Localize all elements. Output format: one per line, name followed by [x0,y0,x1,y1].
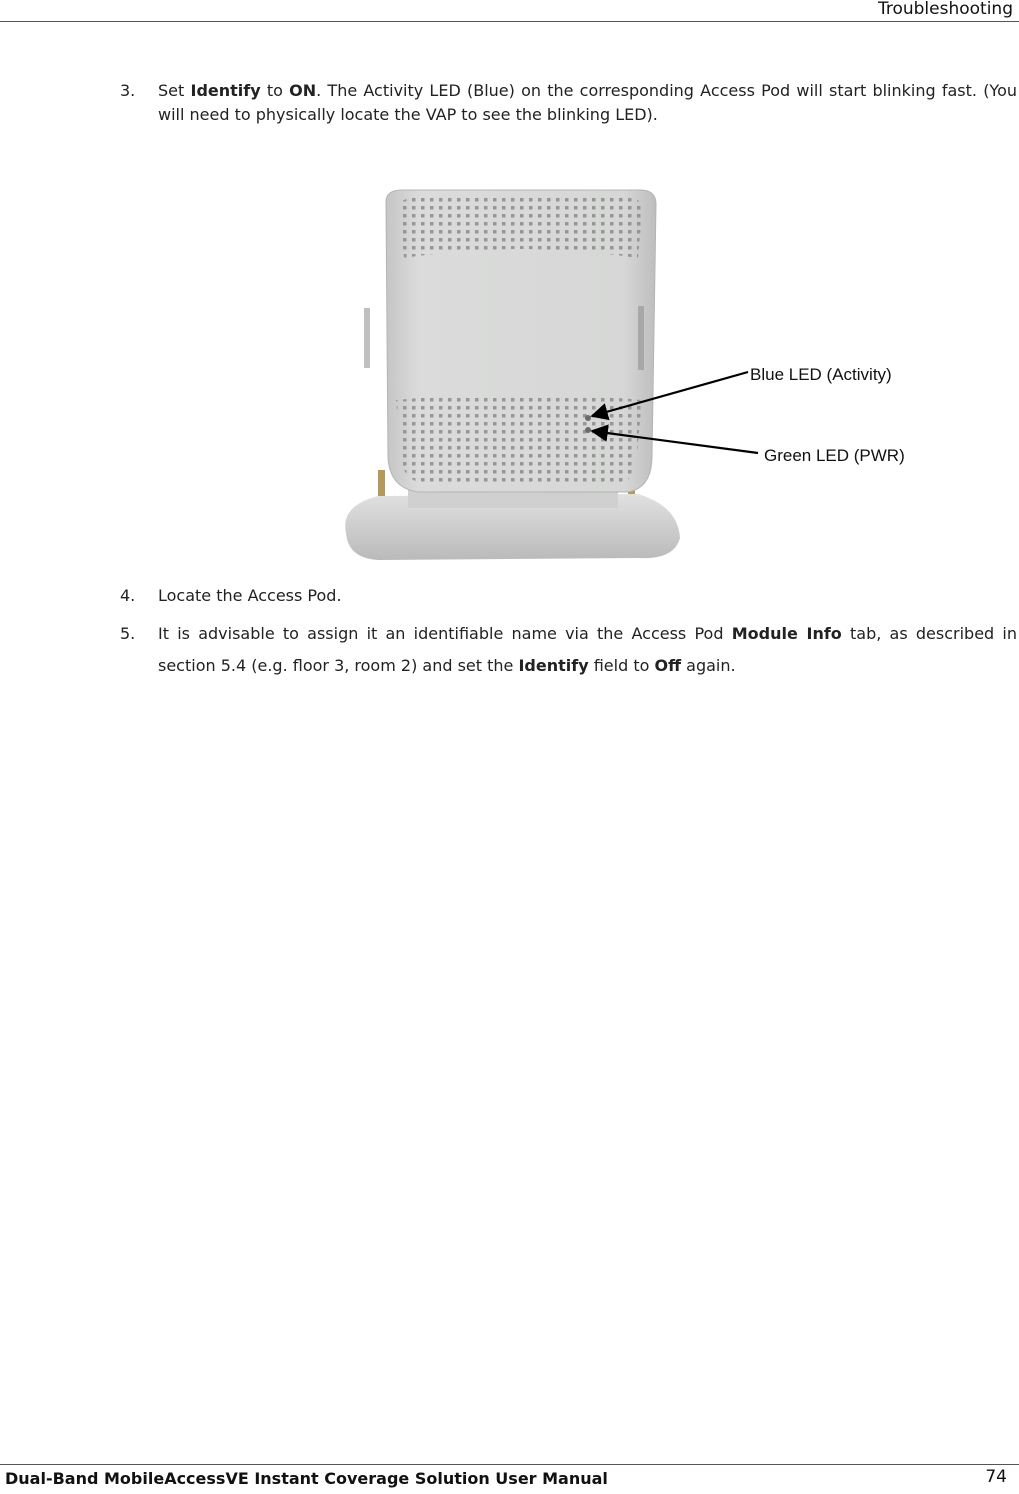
logo-right [638,306,644,370]
step-number: 4. [120,586,136,605]
header-divider [0,21,1019,22]
off-term: Off [654,656,682,675]
step-number: 3. [120,81,136,100]
step-text: It is advisable to assign it an identifiable name via the Access Pod Module Info tab, as described in section 5.4 (e.g. floor 3, room 2) and set the Identify field to Off again. [158,624,1017,675]
step-5 [120,622,1017,682]
identify-term: Identify [518,656,589,675]
green-led-icon [585,427,591,433]
module-info-term: Module Info [731,624,842,643]
logo-left [364,308,370,368]
identify-term: Identify [190,81,261,100]
antenna-left [378,470,385,500]
blue-led-icon [585,415,591,421]
step-number: 5. [120,624,136,643]
step-text: Set Identify to ON. The Activity LED (Blue) on the corresponding Access Pod will start blinking fast. (You will need to physically locate the VAP to see the blinking LED). [158,81,1018,124]
top-vents [400,198,642,258]
access-pod-figure [338,188,938,562]
step-text: Locate the Access Pod. [158,586,342,605]
footer-divider [0,1464,1019,1465]
on-term: ON [289,81,317,100]
green-led-label: Green LED (PWR) [764,446,905,465]
footer-title: Dual-Band MobileAccessVE Instant Coverage Solution User Manual [5,1469,608,1488]
bottom-vents [396,394,642,484]
header-title: Troubleshooting [877,0,1013,19]
page-number: 74 [985,1467,1007,1487]
blue-led-label: Blue LED (Activity) [750,365,892,384]
step-3 [120,79,1017,127]
step-4 [120,584,1017,608]
